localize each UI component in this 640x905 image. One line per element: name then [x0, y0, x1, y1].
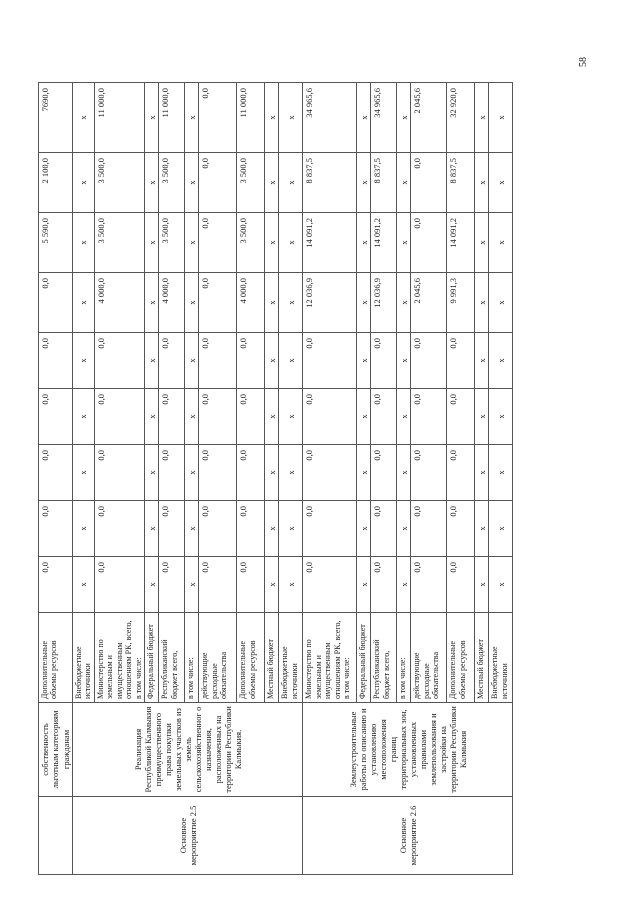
value-cell: 14 091,2 — [447, 213, 475, 273]
value-cell: x — [145, 333, 159, 389]
source-cell: в том числе: — [185, 613, 199, 703]
value-cell: x — [489, 213, 513, 273]
measure-cell: Основное мероприятие 2.5 — [73, 797, 303, 875]
source-cell: Местный бюджет — [475, 613, 489, 703]
value-cell: x — [397, 557, 411, 613]
value-cell: 0,0 — [199, 557, 237, 613]
value-cell: x — [73, 333, 95, 389]
source-cell: Министерство по земельным и имущественным отношениям РК, всего, в том числе: — [95, 613, 145, 703]
value-cell: 12 036,9 — [303, 273, 357, 333]
value-cell: x — [489, 445, 513, 501]
value-cell: x — [73, 389, 95, 445]
value-cell: 0,0 — [371, 557, 397, 613]
value-cell: x — [265, 153, 279, 213]
value-cell: x — [279, 557, 303, 613]
value-cell: x — [397, 333, 411, 389]
value-cell: 0,0 — [199, 83, 237, 153]
description-cell: собственность льготным категориям гражданам — [39, 703, 73, 797]
value-cell: x — [73, 501, 95, 557]
value-cell: x — [265, 557, 279, 613]
source-cell: Федеральный бюджет — [145, 613, 159, 703]
value-cell: x — [145, 557, 159, 613]
value-cell: x — [279, 153, 303, 213]
value-cell: 0,0 — [447, 557, 475, 613]
value-cell: x — [279, 83, 303, 153]
value-cell: 0,0 — [447, 389, 475, 445]
value-cell: 0,0 — [39, 333, 73, 389]
source-cell: Дополнительные объемы ресурсов — [39, 613, 73, 703]
value-cell: x — [265, 333, 279, 389]
value-cell: x — [475, 153, 489, 213]
value-cell: x — [145, 213, 159, 273]
value-cell: 0,0 — [447, 445, 475, 501]
value-cell: 12 036,9 — [371, 273, 397, 333]
value-cell: x — [489, 333, 513, 389]
table-body — [39, 83, 513, 875]
value-cell: 11 000,0 — [237, 83, 265, 153]
value-cell: 0,0 — [199, 153, 237, 213]
value-cell: 8 837,5 — [447, 153, 475, 213]
value-cell: x — [185, 333, 199, 389]
value-cell: x — [185, 153, 199, 213]
value-cell: x — [73, 83, 95, 153]
value-cell: x — [489, 83, 513, 153]
value-cell: 0,0 — [199, 389, 237, 445]
description-cell: Землеустроительные работы по описанию и установлению местоположения границ территориальных зон, установленных правилами землепользования и застройки на территории Республики Калмыкия — [303, 703, 513, 797]
value-cell: 0,0 — [411, 333, 447, 389]
value-cell: x — [265, 445, 279, 501]
value-cell: 4 000,0 — [237, 273, 265, 333]
value-cell: 0,0 — [39, 557, 73, 613]
value-cell: 3 500,0 — [237, 213, 265, 273]
value-cell: 4 000,0 — [159, 273, 185, 333]
value-cell: x — [145, 83, 159, 153]
value-cell: x — [279, 501, 303, 557]
measure-cell: Основное мероприятие 2.6 — [303, 797, 513, 875]
value-cell: 0,0 — [371, 389, 397, 445]
value-cell: x — [475, 213, 489, 273]
value-cell: x — [475, 273, 489, 333]
value-cell: x — [185, 83, 199, 153]
value-cell: 0,0 — [303, 389, 357, 445]
value-cell: x — [357, 213, 371, 273]
value-cell: 0,0 — [411, 153, 447, 213]
value-cell: x — [397, 273, 411, 333]
value-cell: x — [357, 273, 371, 333]
source-cell: Республиканский бюджет всего, — [159, 613, 185, 703]
value-cell: x — [357, 557, 371, 613]
source-cell: в том числе: — [397, 613, 411, 703]
value-cell: x — [357, 153, 371, 213]
value-cell: x — [185, 557, 199, 613]
value-cell: 3 500,0 — [237, 153, 265, 213]
value-cell: 0,0 — [303, 445, 357, 501]
value-cell: x — [73, 213, 95, 273]
value-cell: x — [73, 153, 95, 213]
source-cell: Дополнительные объемы ресурсов — [447, 613, 475, 703]
value-cell: 8 837,5 — [303, 153, 357, 213]
value-cell: 11 000,0 — [159, 83, 185, 153]
value-cell: 2 045,6 — [411, 83, 447, 153]
value-cell: x — [475, 83, 489, 153]
value-cell: x — [265, 83, 279, 153]
value-cell: 0,0 — [237, 389, 265, 445]
value-cell: x — [185, 389, 199, 445]
value-cell: x — [397, 153, 411, 213]
value-cell: 0,0 — [303, 333, 357, 389]
table-row — [303, 83, 357, 875]
table-row — [73, 83, 95, 875]
value-cell: 0,0 — [95, 333, 145, 389]
value-cell: 0,0 — [371, 501, 397, 557]
value-cell: x — [489, 273, 513, 333]
value-cell: 0,0 — [411, 389, 447, 445]
value-cell: x — [475, 557, 489, 613]
value-cell: 0,0 — [159, 501, 185, 557]
value-cell: x — [357, 445, 371, 501]
value-cell: 0,0 — [159, 445, 185, 501]
value-cell: x — [489, 557, 513, 613]
value-cell: 0,0 — [303, 557, 357, 613]
description-cell: Реализация Республикой Калмыкия преимущественного права покупки земельных участков из земель сельскохозяйственног о назначения, расположенных на территории Республики Калмыкия. — [73, 703, 303, 797]
source-cell: Внебюджетные источники — [279, 613, 303, 703]
source-cell: Внебюджетные источники — [489, 613, 513, 703]
value-cell: 8 837,5 — [371, 153, 397, 213]
value-cell: 2 045,6 — [411, 273, 447, 333]
value-cell: 0,0 — [199, 273, 237, 333]
value-cell: x — [185, 273, 199, 333]
value-cell: x — [279, 445, 303, 501]
value-cell: x — [397, 389, 411, 445]
value-cell: 2 100,0 — [39, 153, 73, 213]
value-cell: 5 590,0 — [39, 213, 73, 273]
value-cell: x — [185, 445, 199, 501]
value-cell: 4 000,0 — [95, 273, 145, 333]
value-cell: 0,0 — [237, 445, 265, 501]
value-cell: x — [265, 501, 279, 557]
source-cell: действующие расходные обязательства — [199, 613, 237, 703]
value-cell: x — [279, 389, 303, 445]
value-cell: x — [475, 333, 489, 389]
value-cell: x — [265, 213, 279, 273]
value-cell: 0,0 — [199, 213, 237, 273]
value-cell: x — [475, 389, 489, 445]
value-cell: 0,0 — [411, 557, 447, 613]
value-cell: x — [357, 501, 371, 557]
value-cell: x — [145, 445, 159, 501]
source-cell: Министерство по земельным и имущественным отношениям РК, всего, в том числе: — [303, 613, 357, 703]
value-cell: x — [265, 273, 279, 333]
value-cell: x — [185, 213, 199, 273]
value-cell: 0,0 — [237, 333, 265, 389]
table-row — [39, 83, 73, 875]
value-cell: 0,0 — [411, 445, 447, 501]
value-cell: 14 091,2 — [371, 213, 397, 273]
value-cell: 0,0 — [95, 389, 145, 445]
value-cell: x — [73, 445, 95, 501]
value-cell: x — [475, 445, 489, 501]
value-cell: x — [279, 213, 303, 273]
value-cell: 0,0 — [199, 333, 237, 389]
value-cell: x — [185, 501, 199, 557]
value-cell: x — [145, 389, 159, 445]
source-cell: Федеральный бюджет — [357, 613, 371, 703]
value-cell: 0,0 — [447, 333, 475, 389]
value-cell: 14 091,2 — [303, 213, 357, 273]
source-cell: действующие расходные обязательства — [411, 613, 447, 703]
value-cell: x — [357, 389, 371, 445]
value-cell: 0,0 — [237, 501, 265, 557]
value-cell: x — [279, 333, 303, 389]
value-cell: 3 500,0 — [95, 153, 145, 213]
value-cell: 3 500,0 — [159, 213, 185, 273]
value-cell: x — [73, 273, 95, 333]
value-cell: x — [265, 389, 279, 445]
value-cell: 34 965,6 — [371, 83, 397, 153]
value-cell: 0,0 — [199, 501, 237, 557]
value-cell: x — [397, 213, 411, 273]
source-cell: Дополнительные объемы ресурсов — [237, 613, 265, 703]
value-cell: x — [397, 501, 411, 557]
value-cell: x — [357, 333, 371, 389]
page-number: 58 — [578, 57, 589, 67]
value-cell: 7690,0 — [39, 83, 73, 153]
value-cell: 3 500,0 — [95, 213, 145, 273]
value-cell: 0,0 — [237, 557, 265, 613]
value-cell: x — [145, 273, 159, 333]
value-cell: 0,0 — [411, 501, 447, 557]
value-cell: 0,0 — [95, 557, 145, 613]
value-cell: x — [489, 389, 513, 445]
value-cell: 0,0 — [95, 445, 145, 501]
value-cell: 0,0 — [159, 333, 185, 389]
value-cell: x — [489, 501, 513, 557]
value-cell: 0,0 — [39, 445, 73, 501]
value-cell: 34 965,6 — [303, 83, 357, 153]
value-cell: 0,0 — [411, 213, 447, 273]
value-cell: 0,0 — [303, 501, 357, 557]
value-cell: x — [145, 153, 159, 213]
value-cell: 0,0 — [39, 389, 73, 445]
value-cell: 0,0 — [39, 273, 73, 333]
value-cell: 11 000,0 — [95, 83, 145, 153]
value-cell: 0,0 — [159, 389, 185, 445]
value-cell: x — [397, 445, 411, 501]
value-cell: 0,0 — [159, 557, 185, 613]
value-cell: 0,0 — [447, 501, 475, 557]
value-cell: x — [73, 557, 95, 613]
source-cell: Республиканский бюджет всего, — [371, 613, 397, 703]
value-cell: 0,0 — [371, 333, 397, 389]
value-cell: 0,0 — [371, 445, 397, 501]
value-cell: x — [475, 501, 489, 557]
value-cell: x — [145, 501, 159, 557]
value-cell: 0,0 — [39, 501, 73, 557]
value-cell: x — [489, 153, 513, 213]
value-cell: x — [357, 83, 371, 153]
source-cell: Внебюджетные источники — [73, 613, 95, 703]
source-cell: Местный бюджет — [265, 613, 279, 703]
measure-cell — [39, 797, 73, 875]
value-cell: x — [397, 83, 411, 153]
value-cell: 3 500,0 — [159, 153, 185, 213]
value-cell: 0,0 — [95, 501, 145, 557]
value-cell: 0,0 — [199, 445, 237, 501]
budget-table — [38, 82, 513, 875]
value-cell: 9 991,3 — [447, 273, 475, 333]
value-cell: 32 920,0 — [447, 83, 475, 153]
value-cell: x — [279, 273, 303, 333]
